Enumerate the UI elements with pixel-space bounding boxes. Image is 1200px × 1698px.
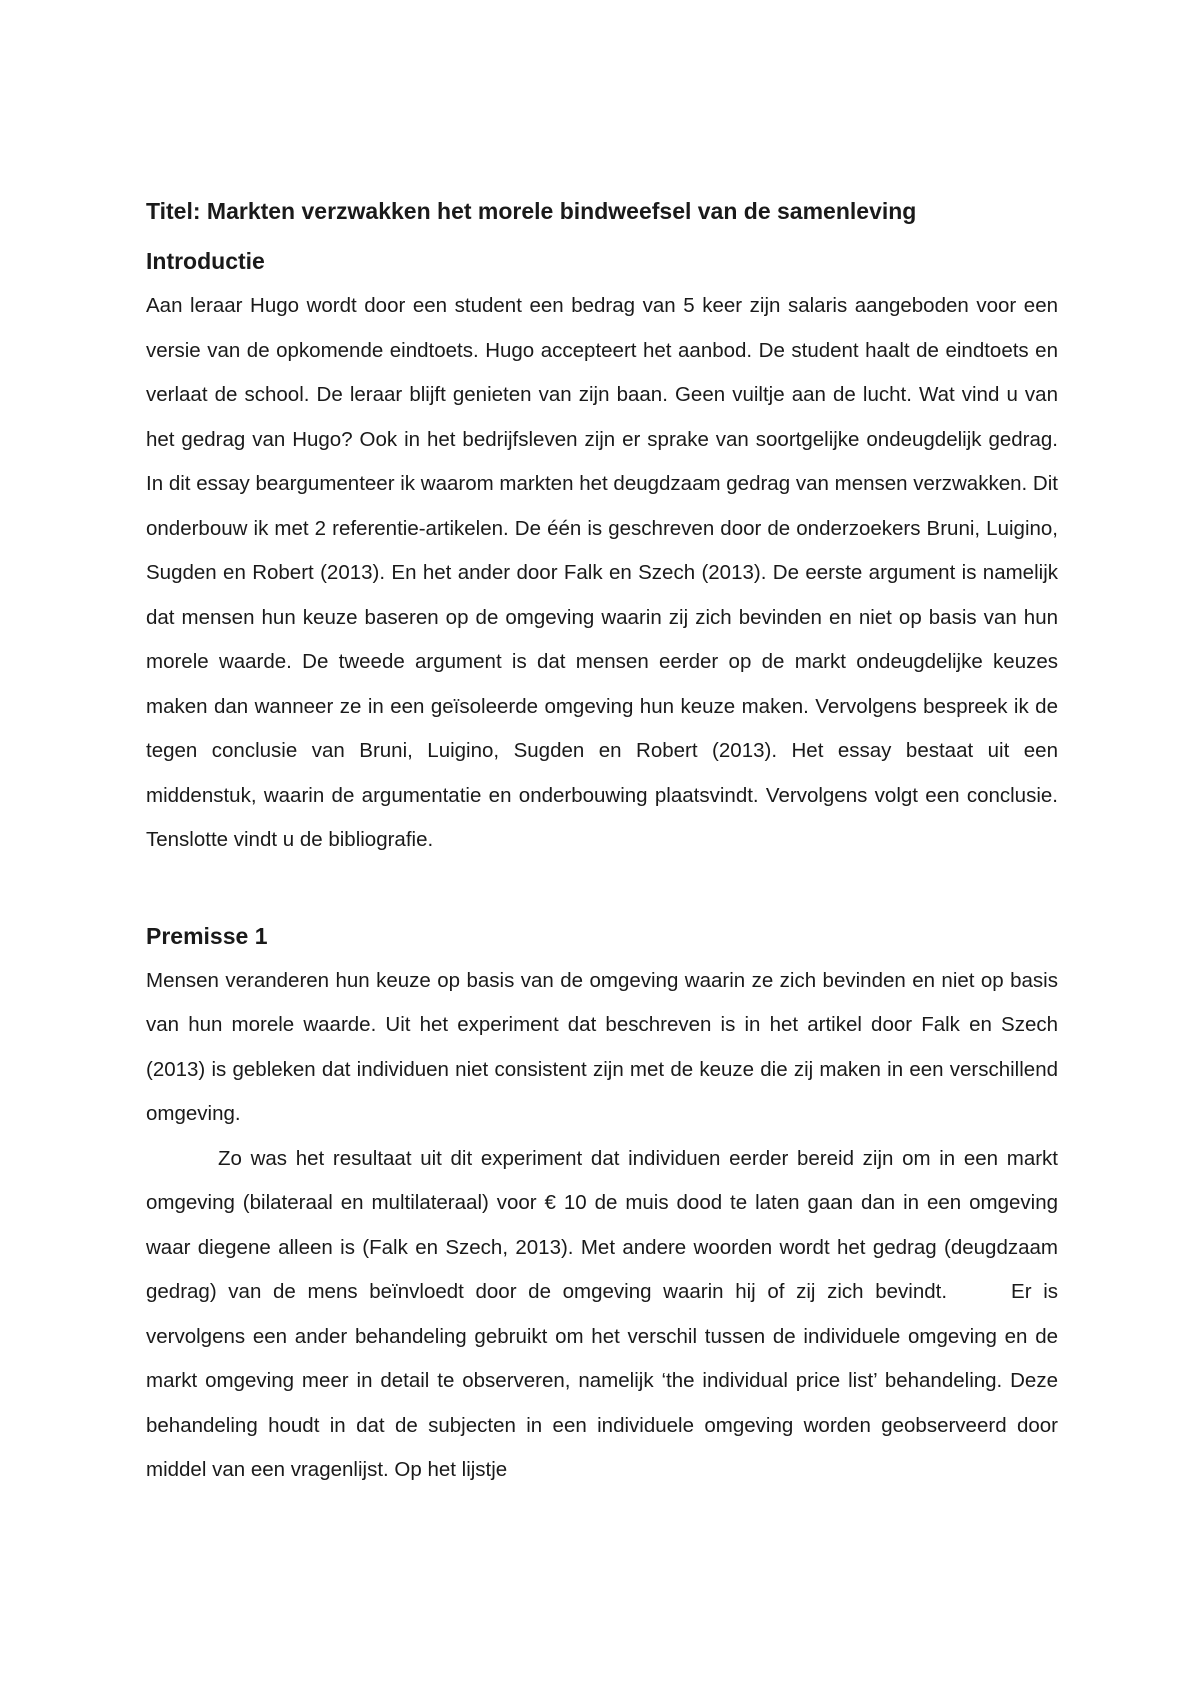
paragraph-introductie: Aan leraar Hugo wordt door een student een bedrag van 5 keer zijn salaris aangeboden voor een versie van de opkomende eindtoets. Hugo accepteert het aanbod. De student haalt de eindtoets en verlaat de school. De leraar blijft genieten van zijn baan. Geen vuiltje aan de lucht. Wat vind u van het gedrag van Hugo? Ook in het bedrijfsleven zijn er sprake van soortgelijke ondeugdelijk gedrag. In dit essay beargumenteer ik waarom markten het deugdzaam gedrag van mensen verzwakken. Dit onderbouw ik met 2 referentie-artikelen. De één is geschreven door de onderzoekers Bruni, Luigino, Sugden en Robert (2013). En het ander door Falk en Szech (2013). De eerste argument is namelijk dat mensen hun keuze baseren op de omgeving waarin zij zich bevinden en niet op basis van hun morele waarde. De tweede argument is dat mensen eerder op de markt ondeugdelijke keuzes maken dan wanneer ze in een geïsoleerde omgeving hun keuze maken. Vervolgens bespreek ik de tegen conclusie van Bruni, Luigino, Sugden en Robert (2013). Het essay bestaat uit een middenstuk, waarin de argumentatie en onderbouwing plaatsvindt. Vervolgens volgt een conclusie. Tenslotte vindt u de bibliografie. — [146, 294, 1058, 851]
section-heading-introductie: Introductie — [146, 248, 265, 274]
paragraph-premisse-1-a: Mensen veranderen hun keuze op basis van de omgeving waarin ze zich bevinden en niet op basis van hun morele waarde. Uit het experiment dat beschreven is in het artikel door Falk en Szech (2013) is gebleken dat individuen niet consistent zijn met de keuze die zij maken in een verschillend omgeving. — [146, 968, 1058, 1125]
paragraph-premisse-1-b — [146, 1137, 1058, 1493]
paragraph-premisse-1-b-part2: Er is vervolgens een ander behandeling gebruikt om het verschil tussen de individuele omgeving en de markt omgeving meer in detail te observeren, namelijk ‘the individual price list’ behandeling. Deze behandeling houdt in dat de subjecten in een individuele omgeving worden geobserveerd door middel van een vragenlijst. Op het lijstje — [146, 1280, 1059, 1481]
paragraph-premisse-1-b-text — [146, 1137, 1058, 1493]
section-heading-premisse-1: Premisse 1 — [146, 922, 268, 949]
paragraph-premisse-1-b-part1: Zo was het resultaat uit dit experiment dat individuen eerder bereid zijn om in een markt omgeving (bilateraal en multilateraal) voor € 10 de muis dood te laten gaan dan in een omgeving waar diegene alleen is (Falk en Szech, 2013). Met andere woorden wordt het gedrag (deugdzaam gedrag) van de mens beïnvloedt door de omgeving waarin hij of zij zich bevindt. — [146, 1146, 1058, 1303]
document-content — [146, 196, 1058, 1493]
document-title: Titel: Markten verzwakken het morele bindweefsel van de samenleving — [146, 198, 917, 224]
